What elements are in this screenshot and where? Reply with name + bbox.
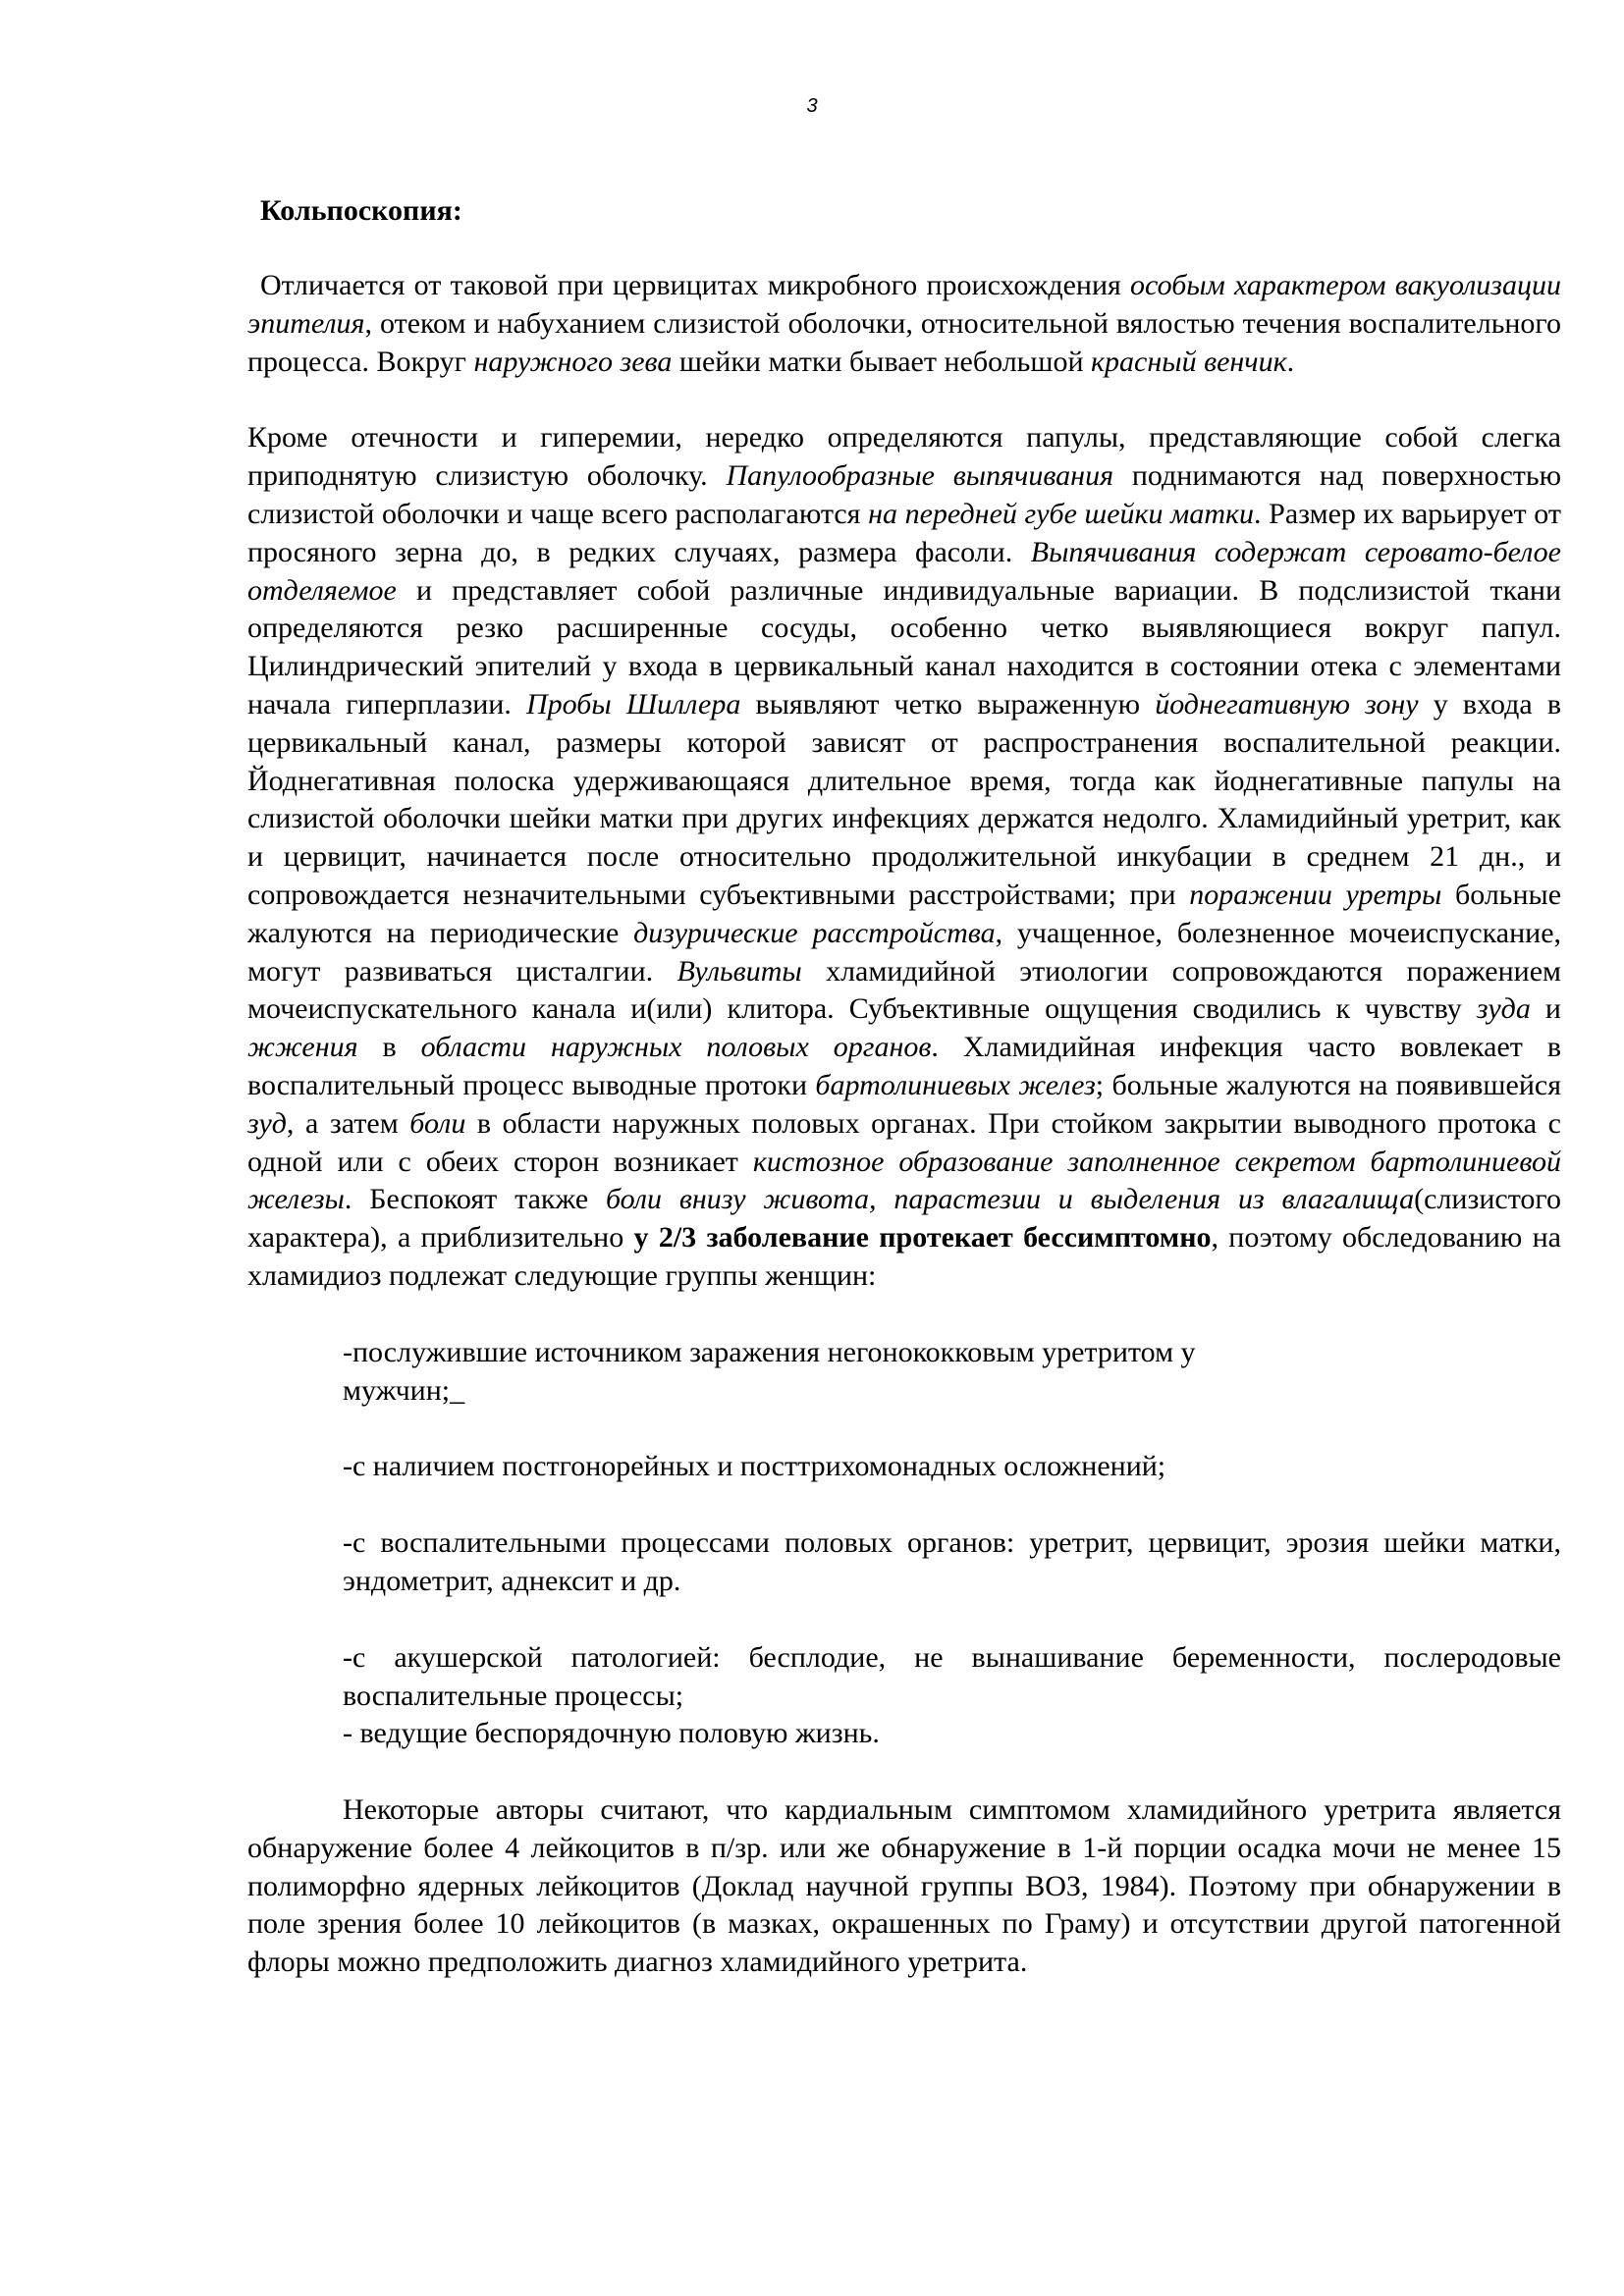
- italic-text: красный венчик: [1091, 345, 1287, 378]
- text-run: , а затем: [286, 1106, 410, 1140]
- text-run: , отеком и набуханием слизистой оболочки, относительной вялостью течения воспалительного процесса. Вокруг: [247, 306, 1561, 378]
- list-item: -с воспалительными процессами половых органов: уретрит, цервицит, эрозия шейки матки, эндометрит, аднексит и др.: [343, 1526, 1561, 1597]
- page-number: 3: [806, 95, 818, 117]
- text-run: Кроме отечности и гиперемии, нередко определяются папулы, представляющие собой слегка приподнятую слизистую оболочку.: [247, 421, 1561, 493]
- italic-text: боли внизу живота, парастезии и выделения из влагалища: [605, 1183, 1415, 1216]
- text-run: ; больные жалуются на появившейся: [1095, 1068, 1562, 1101]
- italic-text: наружного зева: [473, 345, 673, 378]
- list-item: -с наличием постгонорейных и посттрихомонадных осложнений;: [343, 1450, 1166, 1483]
- text-run: .: [1286, 345, 1295, 378]
- italic-text: кистозное образование заполненное секретом бартолиниевой железы: [247, 1145, 1562, 1216]
- italic-text: йоднегативную зону: [1155, 687, 1419, 721]
- paragraph-colposcopy-intro: [247, 267, 1561, 381]
- text-run: Отличается от таковой при цервицитах микробного происхождения: [260, 269, 1131, 301]
- text-run: в области наружных половых органах. При стойком закрытии выводного протока с одной или с обеих сторон возникает: [247, 1106, 1561, 1178]
- risk-groups-list: [343, 1334, 1561, 1753]
- text-run: выявляют четко выраженную: [740, 687, 1156, 721]
- text-run: . Хламидийная инфекция часто вовлекает в воспалительный процесс выводные протоки: [247, 1031, 1562, 1101]
- italic-text: Пробы Шиллера: [526, 687, 741, 721]
- italic-text: жжения: [247, 1031, 358, 1064]
- italic-text: на передней губе шейки матки: [868, 497, 1255, 530]
- italic-text: области наружных половых органов: [420, 1031, 932, 1064]
- text-run: поднимаются над поверхностью слизистой оболочки и чаще всего располагаются: [247, 459, 1561, 530]
- paragraph-clinical-description: [247, 419, 1561, 1295]
- text-run: в: [357, 1031, 421, 1064]
- list-item: -с акушерской патологией: бесплодие, не вынашивание беременности, послеродовые воспалительные процессы;: [343, 1640, 1561, 1712]
- section-heading: Кольпоскопия:: [260, 194, 462, 227]
- text-run: . Размер их варьирует от просяного зерна до, в редких случаях, размера фасоли.: [247, 497, 1561, 568]
- italic-text: боли: [409, 1106, 466, 1140]
- text-run: шейки матки бывает небольшой: [672, 345, 1092, 378]
- italic-text: дизурические расстройства: [633, 916, 996, 949]
- text-run: (слизистого характера), а приблизительно: [247, 1183, 1561, 1255]
- italic-text: зуд: [247, 1106, 287, 1140]
- text-run: и: [1530, 992, 1561, 1026]
- text-run: , поэтому обследованию на хламидиоз подлежат следующие группы женщин:: [247, 1221, 1562, 1292]
- text-run: хламидийной этиологии сопровождаются поражением мочеиспускательного канала и(или) клитора. Субъективные ощущения сводились к чувству: [247, 954, 1561, 1026]
- text-run: больные жалуются на периодические: [247, 878, 1562, 949]
- text-run: и представляет собой различные индивидуальные вариации. В подслизистой ткани определяются резко расширенные сосуды, особенно четко выявляющиеся вокруг папул. Цилиндрический эпителий у входа в цервикальный канал находится в состоянии отека с элементами начала гиперплазии.: [247, 573, 1561, 721]
- bold-text: у 2/3 заболевание протекает бессимптомно: [633, 1221, 1212, 1255]
- page-content: [247, 192, 1561, 2020]
- paragraph-diagnosis: Некоторые авторы считают, что кардиальным симптомом хламидийного уретрита является обнаружение более 4 лейкоцитов в п/зр. или же обнаружение в 1-й порции осадка мочи не менее 15 полиморфно ядерных лейкоцитов (Доклад научной группы ВОЗ, 1984). Поэтому при обнаружении в поле зрения более 10 лейкоцитов (в мазках, окрашенных по Граму) и отсутствии другой патогенной флоры можно предположить диагноз хламидийного уретрита.: [247, 1793, 1561, 1979]
- italic-text: бартолиниевых желез: [815, 1068, 1096, 1101]
- text-run: . Беспокоят также: [344, 1183, 606, 1216]
- italic-text: поражении уретры: [1189, 878, 1442, 911]
- text-run: , учащенное, болезненное мочеиспускание, могут развиваться цисталгии.: [247, 916, 1562, 988]
- list-item: -послужившие источником заражения негонококковым уретритом у мужчин;_: [343, 1335, 1196, 1407]
- italic-text: зуда: [1476, 992, 1531, 1026]
- italic-text: особым характером вакуолизации эпителия: [247, 269, 1561, 340]
- italic-text: Выпячивания содержат серовато-белое отделяемое: [247, 535, 1561, 607]
- italic-text: Вульвиты: [677, 954, 802, 988]
- text-run: у входа в цервикальный канал, размеры которой зависят от распространения воспалительной реакции. Йоднегативная полоска удерживающаяся длительное время, тогда как йоднегативные папулы на слизистой оболочки шейки матки при других инфекциях держатся недолго. Хламидийный уретрит, как и цервицит, начинается после относительно продолжительной инкубации в среднем 21 дн., и сопровождается незначительными субъективными расстройствами; при: [247, 687, 1561, 911]
- italic-text: Папулообразные выпячивания: [726, 459, 1114, 493]
- list-item: - ведущие беспорядочную половую жизнь.: [343, 1717, 880, 1750]
